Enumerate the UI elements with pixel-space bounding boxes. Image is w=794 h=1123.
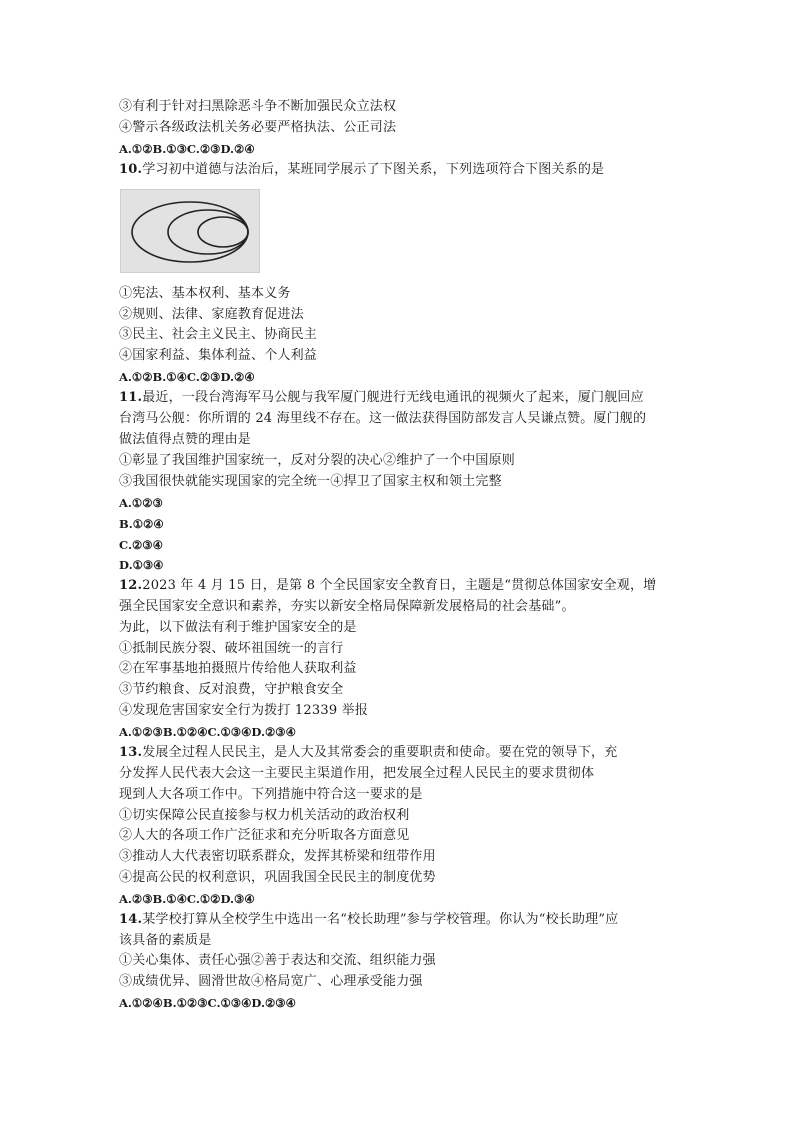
nested-ellipses-diagram <box>121 190 259 272</box>
q12-statement-2: ②在军事基地拍摄照片传给他人获取利益 <box>119 661 357 676</box>
q13-options: A.②③B.①④C.①②D.③④ <box>119 892 255 906</box>
q11-statements-3-4: ③我国很快就能实现国家的完全统一④捍卫了国家主权和领土完整 <box>119 474 502 489</box>
q14-stem-line-1 <box>119 910 618 930</box>
q14-stem-text-1: 某学校打算从全校学生中选出一名“校长助理”参与学校管理。你认为“校长助理”应 <box>142 912 619 927</box>
q13-statement-2: ②人大的各项工作广泛征求和充分听取各方面意见 <box>119 828 410 843</box>
q9-options: A.①②B.①③C.②③D.②④ <box>119 142 255 156</box>
nested-ellipses-figure <box>120 189 260 273</box>
q10-options: A.①②B.①④C.②③D.②④ <box>119 370 255 384</box>
q11-stem-line-1 <box>119 388 644 408</box>
outer-ellipse <box>132 202 248 262</box>
q13-number: 13. <box>119 745 143 760</box>
q10-stem-text: 学习初中道德与法治后，某班同学展示了下图关系，下列选项符合下图关系的是 <box>142 162 605 177</box>
q10-number: 10. <box>119 162 143 177</box>
q12-statement-1: ①抵制民族分裂、破坏祖国统一的言行 <box>119 641 344 656</box>
q11-option-d: D.①③④ <box>119 558 164 572</box>
q12-number: 12. <box>119 578 143 593</box>
q11-option-a: A.①②③ <box>119 496 163 510</box>
q13-statement-3: ③推动人大代表密切联系群众，发挥其桥梁和纽带作用 <box>119 849 436 864</box>
q11-stem-text-1: 最近，一段台湾海军马公舰与我军厦门舰进行无线电通讯的视频火了起来，厦门舰回应 <box>142 390 644 405</box>
q11-number: 11. <box>119 390 143 405</box>
q11-stem-line-2: 台湾马公舰：你所谓的 24 海里线不存在。这一做法获得国防部发言人吴谦点赞。厦门舰的 <box>119 411 647 426</box>
q13-statement-4: ④提高公民的权利意识，巩固我国全民民主的制度优势 <box>119 870 436 885</box>
q12-statement-4: ④发现危害国家安全行为拨打 12339 举报 <box>119 703 369 718</box>
q14-number: 14. <box>119 912 143 927</box>
q13-stem-line-1 <box>119 743 617 763</box>
q10-statement-2: ②规则、法律、家庭教育促进法 <box>119 307 304 322</box>
q11-statements-1-2: ①彰显了我国维护国家统一，反对分裂的决心②维护了一个中国原则 <box>119 453 516 468</box>
q10-statement-3: ③民主、社会主义民主、协商民主 <box>119 327 318 342</box>
q14-statements-3-4: ③成绩优异、圆滑世故④格局宽广、心理承受能力强 <box>119 974 423 989</box>
middle-ellipse <box>168 210 248 254</box>
q12-options: A.①②③B.①②④C.①③④D.②③④ <box>119 725 296 739</box>
q12-stem-line-3: 为此，以下做法有利于维护国家安全的是 <box>119 620 357 635</box>
inner-ellipse <box>198 217 248 247</box>
q14-statements-1-2: ①关心集体、责任心强②善于表达和交流、组织能力强 <box>119 953 436 968</box>
q11-stem-line-3: 做法值得点赞的理由是 <box>119 432 252 447</box>
q11-option-c: C.②③④ <box>119 538 163 552</box>
q12-stem-text-1: 2023 年 4 月 15 日，是第 8 个全民国家安全教育日，主题是“贯彻总体国家安全观，增 <box>142 578 657 593</box>
q10-statement-1: ①宪法、基本权利、基本义务 <box>119 286 291 301</box>
q12-stem-line-2: 强全民国家安全意识和素养，夯实以新安全格局保障新发展格局的社会基础”。 <box>119 599 575 614</box>
q13-stem-text-1: 发展全过程人民民主，是人大及其常委会的重要职责和使命。要在党的领导下，充 <box>142 745 618 760</box>
q9-statement-4: ④警示各级政法机关务必要严格执法、公正司法 <box>119 120 397 135</box>
q9-statement-3: ③有利于针对扫黑除恶斗争不断加强民众立法权 <box>119 99 397 114</box>
q12-statement-3: ③节约粮食、反对浪费，守护粮食安全 <box>119 682 344 697</box>
q10-stem <box>119 160 604 180</box>
q12-stem-line-1 <box>119 576 656 596</box>
q13-statement-1: ①切实保障公民直接参与权力机关活动的政治权利 <box>119 808 410 823</box>
q14-stem-line-2: 该具备的素质是 <box>119 933 212 948</box>
q11-option-b: B.①②④ <box>119 517 164 531</box>
q13-stem-line-3: 现到人大各项工作中。下列措施中符合这一要求的是 <box>119 787 423 802</box>
q14-options: A.①②④B.①②③C.①③④D.②③④ <box>119 996 296 1010</box>
q10-statement-4: ④国家利益、集体利益、个人利益 <box>119 348 318 363</box>
q13-stem-line-2: 分发挥人民代表大会这一主要民主渠道作用，把发展全过程人民民主的要求贯彻体 <box>119 766 595 781</box>
